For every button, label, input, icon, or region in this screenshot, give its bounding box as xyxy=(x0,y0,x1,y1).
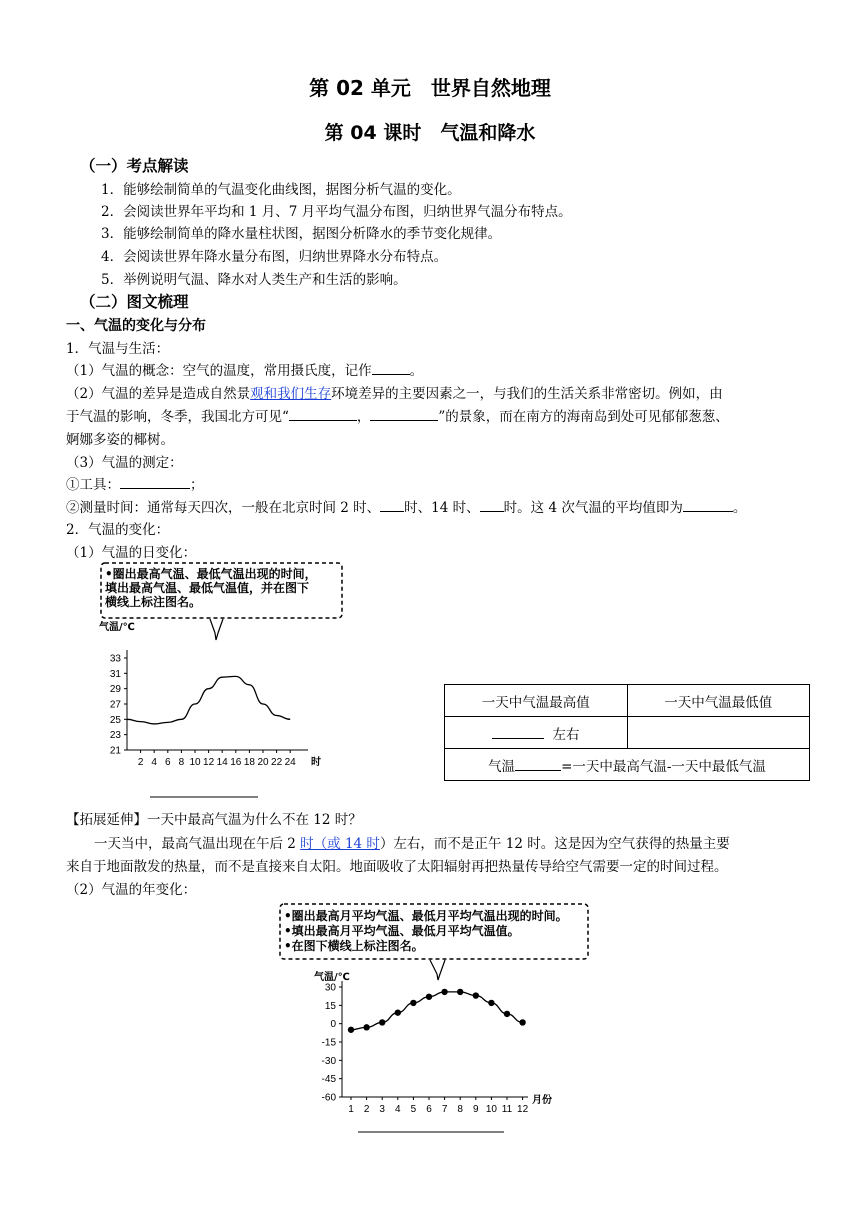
list-item: 1．能够绘制简单的气温变化曲线图，据图分析气温的变化。 xyxy=(101,182,461,198)
x-tick-label: 16 xyxy=(230,757,242,768)
x-tick-label: 24 xyxy=(284,757,296,768)
temperature-curve xyxy=(127,676,290,724)
fill-blank xyxy=(380,497,404,512)
list-item: 2．会阅读世界年平均和 1 月、7 月平均气温分布图，归纳世界气温分布特点。 xyxy=(101,204,572,220)
x-tick-label: 6 xyxy=(426,1104,432,1115)
x-axis-label: 月份 xyxy=(532,1095,552,1106)
y-tick-label: 31 xyxy=(109,668,121,680)
fill-blank xyxy=(492,724,544,739)
x-tick-label: 2 xyxy=(363,1104,370,1115)
note-line: 横线上标注图名。 xyxy=(105,595,202,609)
x-tick-label: 12 xyxy=(203,757,215,768)
y-tick-label: -15 xyxy=(321,1037,336,1049)
fill-blank xyxy=(372,360,410,375)
text-line: （3）气温的测定： xyxy=(66,455,183,471)
table-cell: 气温 =一天中最高气温-一天中最低气温 xyxy=(445,749,810,781)
text-line: （2）气温的差异是造成自然景观和我们生存环境差异的主要因素之一，与我们的生活关系非常密切。例如，由 xyxy=(66,386,723,402)
y-tick-label: 25 xyxy=(109,714,121,726)
text-line: 1．气温与生活： xyxy=(66,341,170,357)
x-tick-label: 6 xyxy=(165,757,171,768)
page-title: 第 02 单元 世界自然地理 xyxy=(309,76,551,100)
y-tick-label: 30 xyxy=(324,982,336,994)
x-tick-label: 9 xyxy=(473,1104,479,1115)
extension-question: 【拓展延伸】一天中最高气温为什么不在 12 时？ xyxy=(66,812,362,828)
x-tick-label: 18 xyxy=(243,757,255,768)
table-header: 一天中气温最高值 xyxy=(445,685,628,717)
note-line: •在图下横线上标注图名。 xyxy=(284,939,424,953)
data-point xyxy=(504,1011,510,1017)
text-line: 于气温的影响，冬季，我国北方可见“ ， ”的景象，而在南方的海南岛到处可见郁郁葱葱、 xyxy=(66,405,729,425)
text-link[interactable]: 时（或 14 时 xyxy=(300,836,380,852)
x-tick-label: 10 xyxy=(189,757,201,768)
text-line: （2）气温的年变化： xyxy=(66,882,197,898)
data-point xyxy=(410,1000,416,1006)
x-tick-label: 4 xyxy=(151,757,157,768)
part-heading: 一、气温的变化与分布 xyxy=(66,318,206,334)
x-tick-label: 8 xyxy=(178,757,185,768)
x-tick-label: 4 xyxy=(395,1104,401,1115)
text-line: ②测量时间：通常每天四次，一般在北京时间 2 时、 时、14 时、 时。这 4 次气温的平均值即为 。 xyxy=(66,496,746,516)
note-line: 填出最高气温、最低气温值，并在图下 xyxy=(105,581,310,595)
data-point xyxy=(441,989,447,995)
y-tick-label: -30 xyxy=(321,1055,336,1067)
note-line: •圈出最高月平均气温、最低月平均气温出现的时间。 xyxy=(284,909,568,923)
y-tick-label: 29 xyxy=(109,684,121,696)
y-axis-label: 气温/℃ xyxy=(99,622,135,633)
y-tick-label: 15 xyxy=(324,1000,336,1012)
annual-temperature-chart xyxy=(270,898,610,1138)
fill-blank xyxy=(480,497,504,512)
temperature-curve xyxy=(351,992,523,1030)
note-line: •圈出最高气温、最低气温出现的时间， xyxy=(105,567,317,581)
x-tick-label: 2 xyxy=(137,757,144,768)
data-point xyxy=(363,1024,369,1030)
note-pointer xyxy=(210,619,223,640)
data-point xyxy=(519,1019,525,1025)
data-point xyxy=(395,1009,401,1015)
note-pointer xyxy=(430,960,445,980)
section-heading-1: （一）考点解读 xyxy=(80,157,189,175)
fill-blank xyxy=(683,497,733,512)
table-header: 一天中气温最低值 xyxy=(627,685,810,717)
x-tick-label: 10 xyxy=(485,1104,497,1115)
y-axis-label: 气温/℃ xyxy=(314,972,350,983)
y-tick-label: 0 xyxy=(330,1019,336,1031)
text-line: 2．气温的变化： xyxy=(66,522,170,538)
list-item: 5．举例说明气温、降水对人类生产和生活的影响。 xyxy=(101,272,407,288)
data-point xyxy=(379,1019,385,1025)
x-axis-label: 时 xyxy=(311,757,321,768)
data-point xyxy=(457,989,463,995)
note-line: •填出最高月平均气温、最低月平均气温值。 xyxy=(284,924,520,938)
fill-blank xyxy=(515,756,561,771)
lesson-title: 第 04 课时 气温和降水 xyxy=(324,122,536,144)
list-item: 3．能够绘制简单的降水量柱状图，据图分析降水的季节变化规律。 xyxy=(101,226,502,242)
y-tick-label: 21 xyxy=(109,745,121,757)
y-tick-label: -60 xyxy=(321,1092,336,1104)
text-line: 一天当中，最高气温出现在午后 2 时（或 14 时）左右，而不是正午 12 时。这是因为空气获得的热量主要 xyxy=(94,836,730,852)
fill-blank xyxy=(120,474,190,489)
section-heading-2: （二）图文梳理 xyxy=(80,293,189,311)
y-tick-label: 27 xyxy=(109,699,121,711)
fill-blank xyxy=(289,406,357,421)
y-tick-label: 23 xyxy=(109,730,121,742)
text-line: ①工具： ； xyxy=(66,473,204,493)
x-tick-label: 22 xyxy=(271,757,283,768)
temperature-table xyxy=(444,684,810,781)
table-cell: 左右 xyxy=(445,717,628,749)
text-link[interactable]: 观和我们生存 xyxy=(250,386,332,402)
data-point xyxy=(488,1000,494,1006)
data-point xyxy=(426,994,432,1000)
text-line: 来自于地面散发的热量，而不是直接来自太阳。地面吸收了太阳辐射再把热量传导给空气需要一定的时间过程。 xyxy=(66,859,728,875)
data-point xyxy=(473,992,479,998)
text-line: （1）气温的日变化： xyxy=(66,545,197,561)
text-line: 婀娜多姿的椰树。 xyxy=(66,432,174,448)
fill-blank xyxy=(370,406,438,421)
list-item: 4．会阅读世界年降水量分布图，归纳世界降水分布特点。 xyxy=(101,249,448,265)
x-tick-label: 14 xyxy=(216,757,228,768)
x-tick-label: 12 xyxy=(517,1104,529,1115)
y-tick-label: -45 xyxy=(321,1074,336,1086)
x-tick-label: 1 xyxy=(348,1104,354,1115)
x-tick-label: 20 xyxy=(257,757,269,768)
y-tick-label: 33 xyxy=(109,653,121,665)
table-cell xyxy=(627,717,810,749)
x-tick-label: 5 xyxy=(410,1104,417,1115)
x-tick-label: 7 xyxy=(441,1104,448,1115)
daily-temperature-chart xyxy=(90,560,350,805)
x-tick-label: 3 xyxy=(379,1104,385,1115)
text-line: （1）气温的概念：空气的温度，常用摄氏度，记作 。 xyxy=(66,359,423,379)
data-point xyxy=(348,1027,354,1033)
x-tick-label: 11 xyxy=(501,1104,513,1115)
x-tick-label: 8 xyxy=(457,1104,463,1115)
